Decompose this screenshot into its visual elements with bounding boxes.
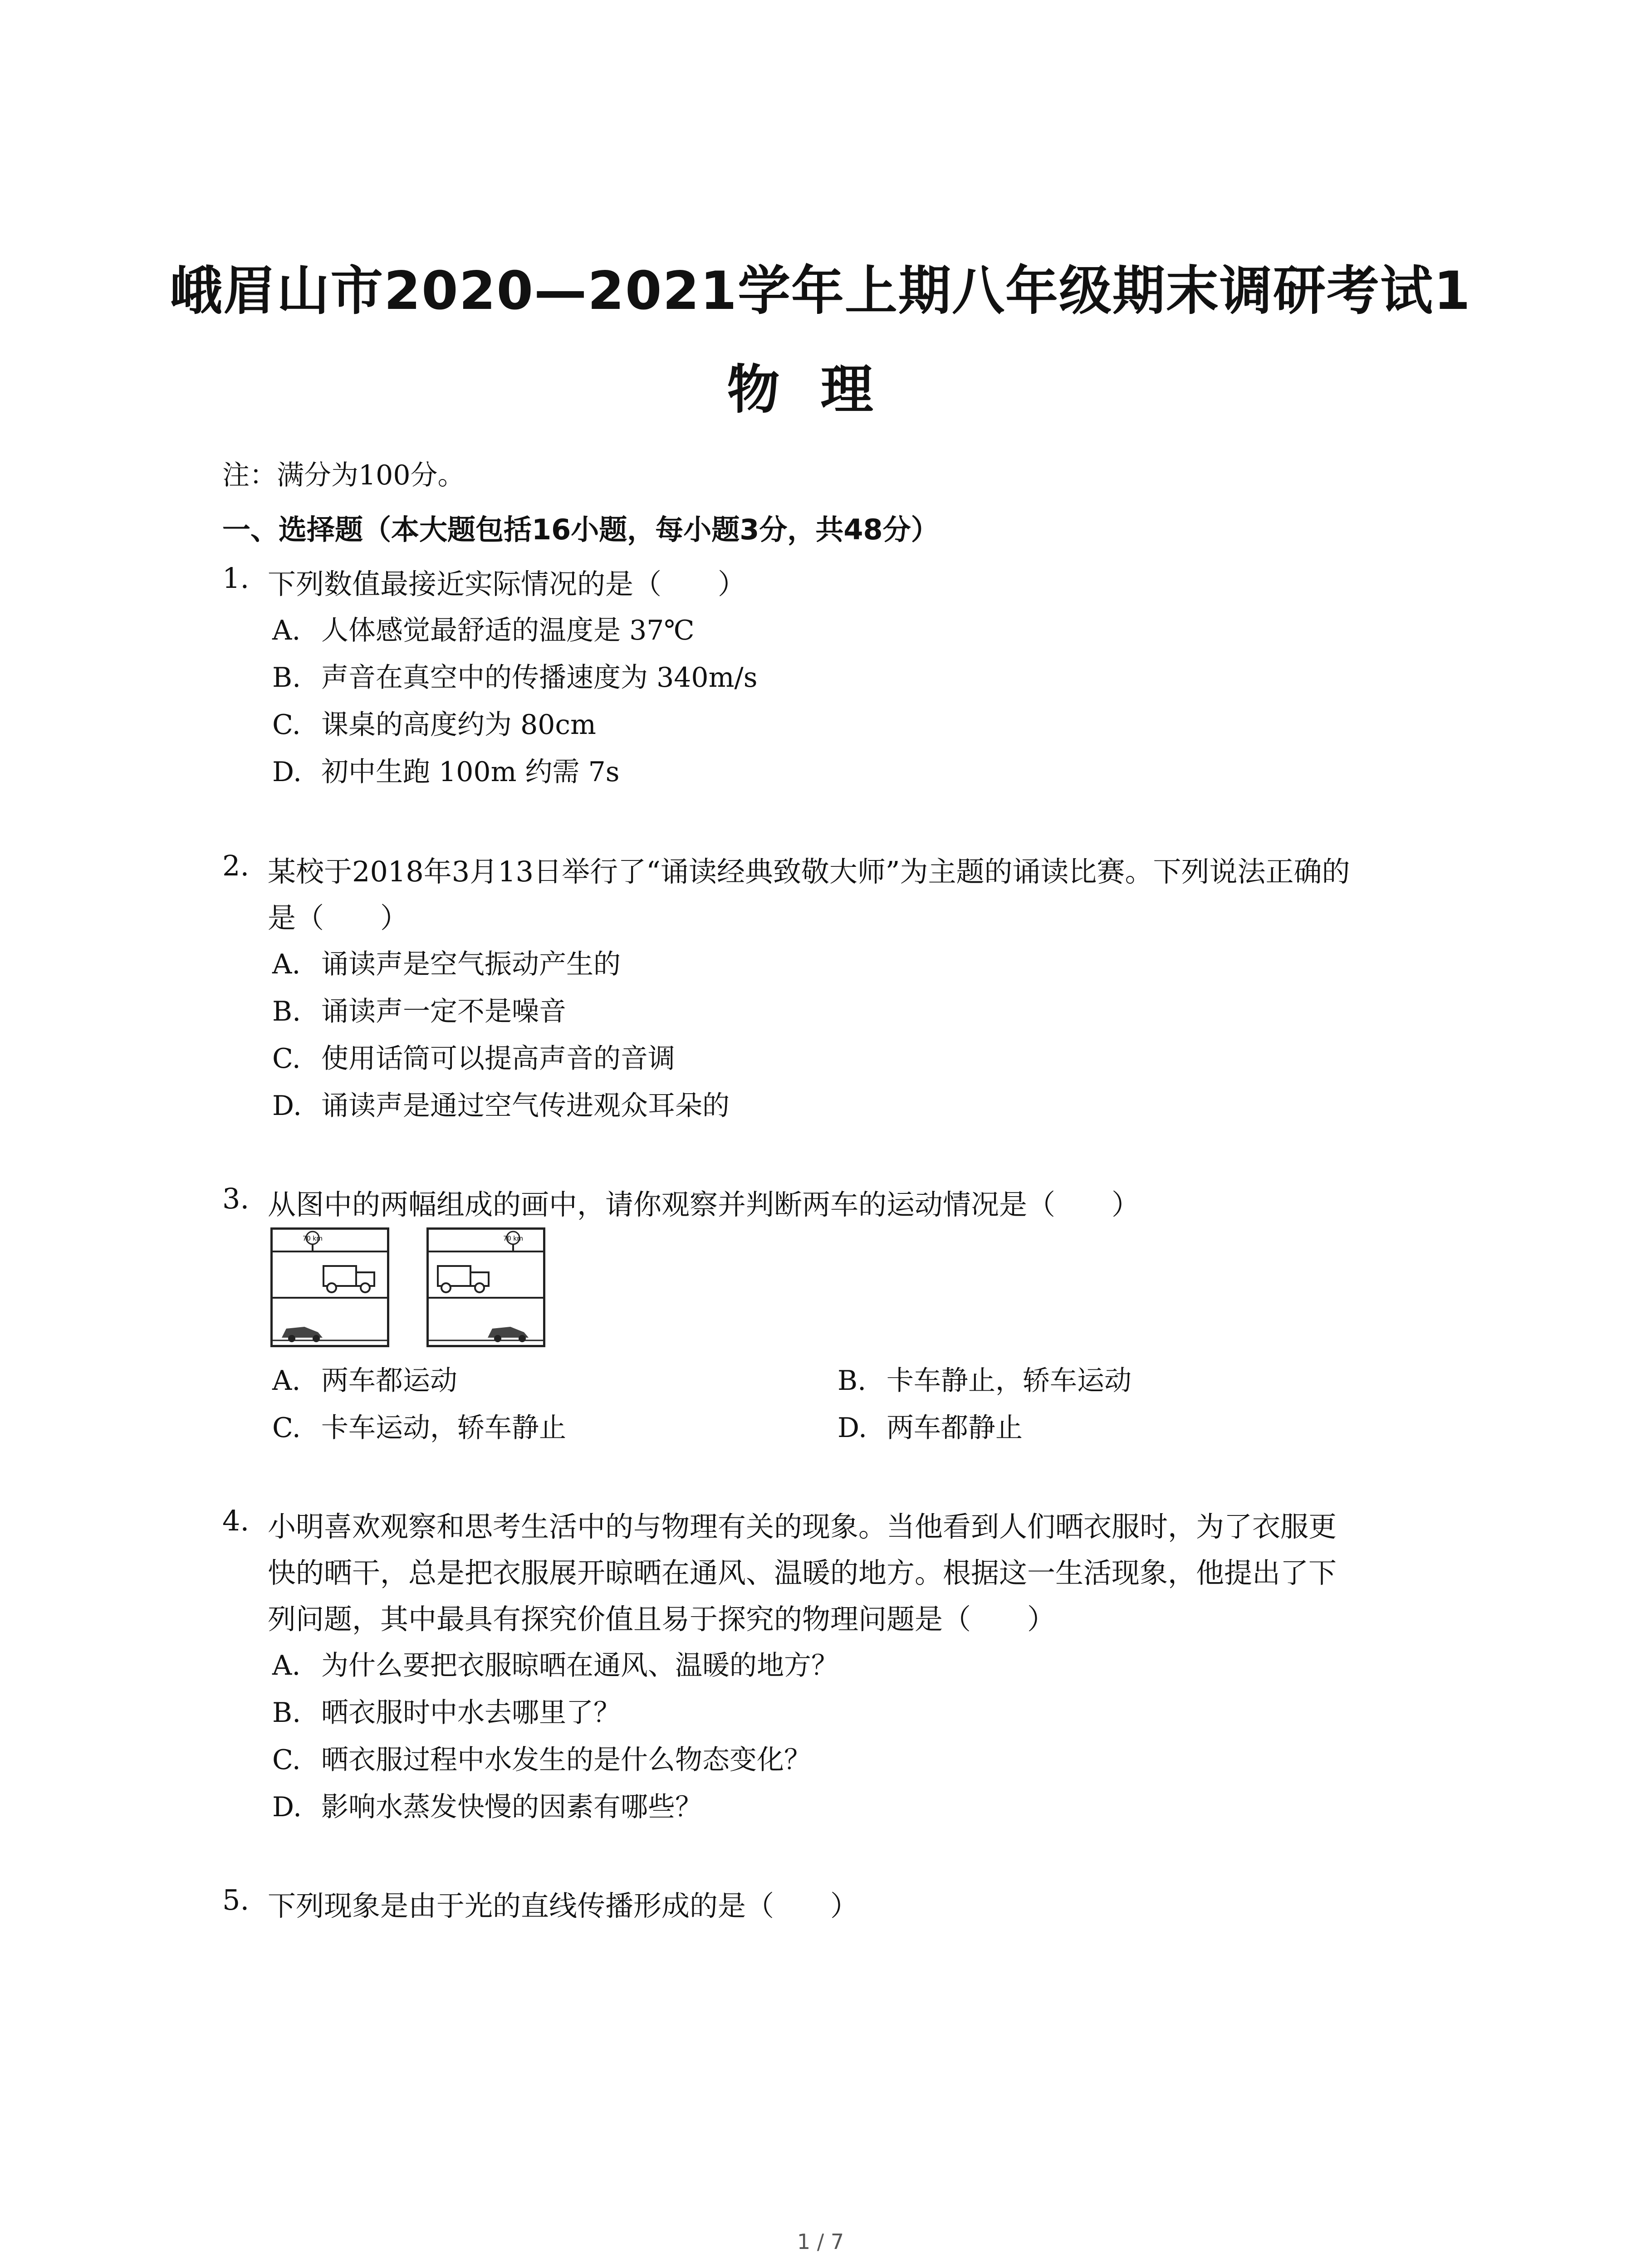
section-heading: 一、选择题（本大题包括16小题，每小题3分，共48分） — [222, 513, 939, 546]
question-number: 3. — [222, 1182, 250, 1215]
option-c[interactable]: C. 卡车运动，轿车静止 — [272, 1412, 566, 1444]
speed-sign-text: 70 km — [302, 1235, 323, 1242]
question-number: 4. — [222, 1504, 250, 1537]
option-a[interactable]: A. 诵读声是空气振动产生的 — [272, 948, 621, 980]
question-number: 2. — [222, 849, 250, 882]
option-c[interactable]: C. 晒衣服过程中水发生的是什么物态变化？ — [272, 1744, 811, 1776]
option-a[interactable]: A. 两车都运动 — [272, 1365, 457, 1397]
option-d[interactable]: D. 影响水蒸发快慢的因素有哪些？ — [272, 1791, 702, 1823]
subject-title: 物理 — [727, 359, 914, 420]
option-a[interactable]: A. 为什么要把衣服晾晒在通风、温暖的地方？ — [272, 1650, 838, 1681]
question-text: 是（ ） — [268, 901, 409, 934]
question-text: 下列现象是由于光的直线传播形成的是（ ） — [268, 1889, 859, 1922]
option-d[interactable]: D. 初中生跑 100m 约需 7s — [272, 756, 620, 788]
question-text: 某校于2018年3月13日举行了“诵读经典致敬大师”为主题的诵读比赛。下列说法正确的 — [268, 855, 1350, 888]
figure-panel-2 — [426, 1227, 545, 1347]
question-text: 列问题，其中最具有探究价值且易于探究的物理问题是（ ） — [268, 1603, 1056, 1636]
option-d[interactable]: D. 两车都静止 — [838, 1412, 1023, 1444]
option-c[interactable]: C. 课桌的高度约为 80cm — [272, 709, 596, 741]
speed-sign-text: 70 km — [503, 1235, 524, 1242]
question-text: 从图中的两幅组成的画中，请你观察并判断两车的运动情况是（ ） — [268, 1188, 1140, 1221]
option-b[interactable]: B. 声音在真空中的传播速度为 340m/s — [272, 662, 758, 694]
question-text: 下列数值最接近实际情况的是（ ） — [268, 567, 746, 601]
score-note: 注：满分为100分。 — [222, 459, 465, 491]
truck-car-scene-2 — [429, 1230, 543, 1345]
question-number: 1. — [222, 562, 250, 595]
question-text: 快的晒干，总是把衣服展开晾晒在通风、温暖的地方。根据这一生活现象，他提出了下 — [268, 1556, 1337, 1589]
page-number: 1 / 7 — [797, 2229, 844, 2254]
option-b[interactable]: B. 晒衣服时中水去哪里了？ — [272, 1697, 621, 1729]
option-c[interactable]: C. 使用话筒可以提高声音的音调 — [272, 1043, 675, 1075]
exam-title: 峨眉山市2020—2021学年上期八年级期末调研考试1 — [170, 260, 1471, 322]
option-d[interactable]: D. 诵读声是通过空气传进观众耳朵的 — [272, 1090, 730, 1122]
question-text: 小明喜欢观察和思考生活中的与物理有关的现象。当他看到人们晒衣服时，为了衣服更 — [268, 1510, 1337, 1543]
option-b[interactable]: B. 卡车静止，轿车运动 — [838, 1365, 1132, 1397]
figure-panel-1 — [270, 1227, 389, 1347]
question-number: 5. — [222, 1883, 250, 1916]
option-b[interactable]: B. 诵读声一定不是噪音 — [272, 996, 566, 1027]
truck-car-scene-1 — [273, 1230, 387, 1345]
option-a[interactable]: A. 人体感觉最舒适的温度是 37℃ — [272, 615, 695, 646]
